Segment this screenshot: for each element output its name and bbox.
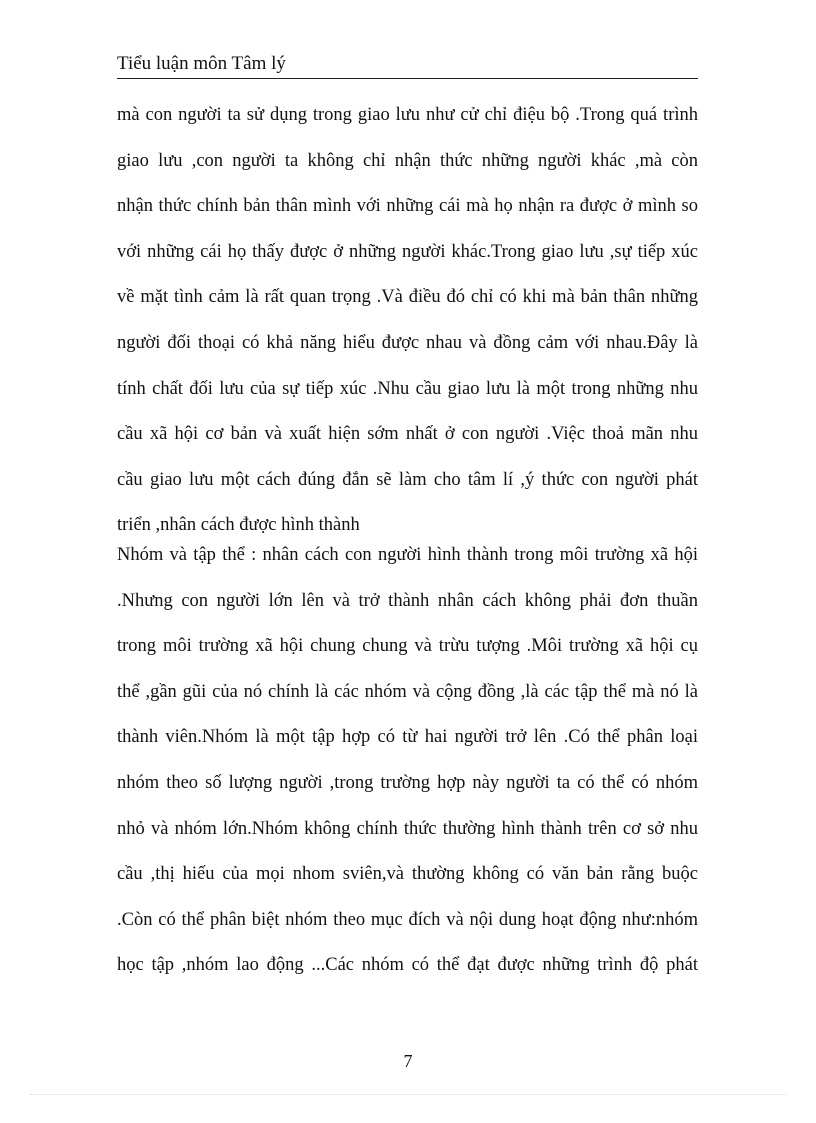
text-line: học tập ,nhóm lao động ...Các nhóm có thể đạt được những trình độ phát [117, 955, 698, 976]
text-line: về mặt tình cảm là rất quan trọng .Và điều đó chỉ có khi mà bản thân những [117, 287, 698, 308]
page-header [117, 50, 698, 79]
text-line: cầu ,thị hiếu của mọi nhom sviên,và thường không có văn bản rằng buộc [117, 864, 698, 885]
paragraph-groups [117, 540, 698, 996]
text-line: nhận thức chính bản thân mình với những cái mà họ nhận ra được ở mình so [117, 196, 698, 217]
text-line: .Còn có thể phân biệt nhóm theo mục đích và nội dung hoạt động như:nhóm [117, 909, 698, 930]
text-line: trong môi trường xã hội chung chung và trừu tượng .Môi trường xã hội cụ [117, 636, 698, 657]
text-line: người đối thoại có khả năng hiểu được nhau và đồng cảm với nhau.Đây là [117, 332, 698, 353]
text-line: thể ,gần gũi của nó chính là các nhóm và cộng đồng ,là các tập thể mà nó là [117, 681, 698, 702]
text-line: giao lưu ,con người ta không chỉ nhận thức những người khác ,mà còn [117, 150, 698, 171]
text-line: với những cái họ thấy được ở những người khác.Trong giao lưu ,sự tiếp xúc [117, 241, 698, 262]
header-title: Tiểu luận môn Tâm lý [117, 53, 286, 74]
page-number: 7 [403, 1051, 413, 1071]
text-line: triển ,nhân cách được hình thành [117, 515, 360, 536]
text-line: cầu xã hội cơ bản và xuất hiện sớm nhất ở con người .Việc thoả mãn nhu [117, 424, 698, 445]
text-line: nhỏ và nhóm lớn.Nhóm không chính thức thường hình thành trên cơ sở nhu [117, 818, 698, 839]
text-line: cầu giao lưu một cách đúng đắn sẽ làm cho tâm lí ,ý thức con người phát [117, 469, 698, 490]
text-line: Nhóm và tập thể : nhân cách con người hình thành trong môi trường xã hội [117, 545, 698, 565]
text-line: thành viên.Nhóm là một tập hợp có từ hai người trở lên .Có thể phân loại [117, 727, 698, 748]
text-line: tính chất đối lưu của sự tiếp xúc .Nhu cầu giao lưu là một trong những nhu [117, 378, 698, 399]
text-line: mà con người ta sử dụng trong giao lưu như cử chỉ điệu bộ .Trong quá trình [117, 105, 698, 125]
paragraph-communication [117, 100, 698, 556]
text-line: .Nhưng con người lớn lên và trở thành nhân cách không phải đơn thuần [117, 590, 698, 611]
text-line: nhóm theo số lượng người ,trong trường hợp này người ta có thể có nhóm [117, 772, 698, 793]
page-bottom-divider [30, 1094, 786, 1095]
